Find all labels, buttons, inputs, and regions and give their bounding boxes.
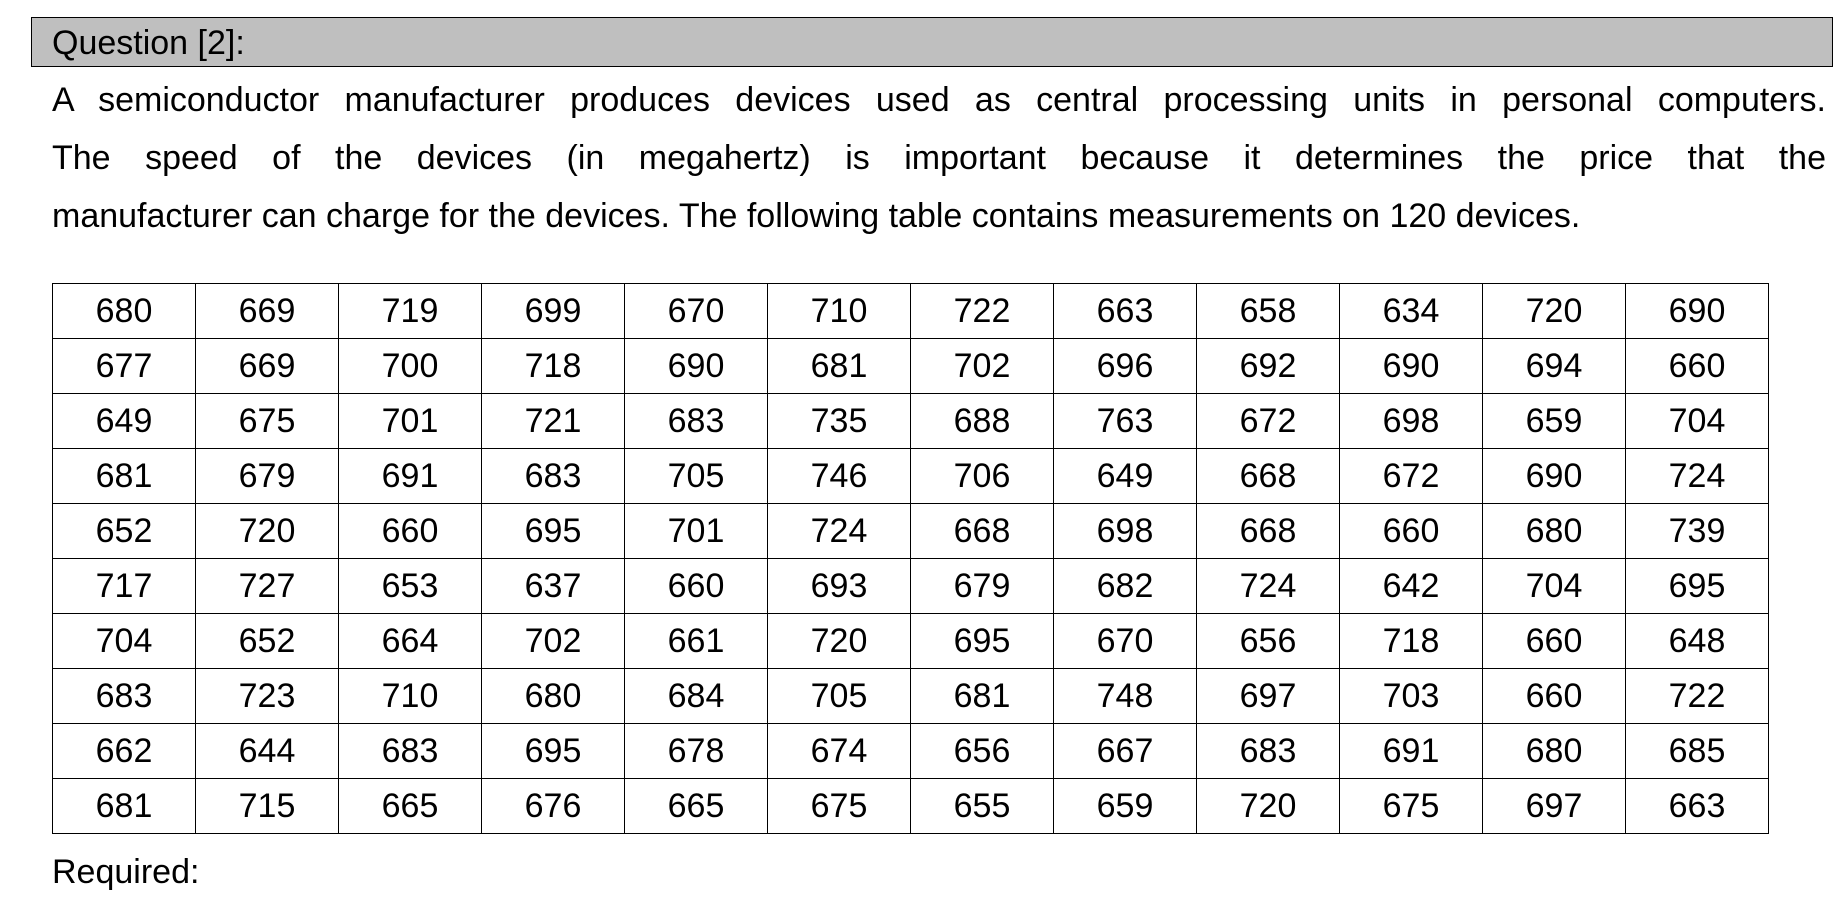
table-cell: 680 <box>482 669 625 724</box>
table-cell: 683 <box>625 394 768 449</box>
table-cell: 697 <box>1483 779 1626 834</box>
table-cell: 683 <box>53 669 196 724</box>
table-cell: 719 <box>339 284 482 339</box>
table-cell: 660 <box>1626 339 1769 394</box>
table-row <box>53 394 1769 449</box>
table-row <box>53 779 1769 834</box>
table-cell: 690 <box>1626 284 1769 339</box>
table-cell: 699 <box>482 284 625 339</box>
table-cell: 693 <box>768 559 911 614</box>
table-cell: 690 <box>625 339 768 394</box>
table-cell: 665 <box>625 779 768 834</box>
table-row <box>53 284 1769 339</box>
table-cell: 724 <box>1197 559 1340 614</box>
table-cell: 680 <box>1483 504 1626 559</box>
table-cell: 717 <box>53 559 196 614</box>
table-cell: 695 <box>482 504 625 559</box>
table-cell: 682 <box>1054 559 1197 614</box>
table-cell: 683 <box>1197 724 1340 779</box>
table-cell: 718 <box>1340 614 1483 669</box>
table-cell: 681 <box>53 779 196 834</box>
question-title: Question [2]: <box>52 24 245 62</box>
table-cell: 660 <box>1483 669 1626 724</box>
table-cell: 649 <box>1054 449 1197 504</box>
table-cell: 720 <box>768 614 911 669</box>
table-cell: 672 <box>1197 394 1340 449</box>
table-cell: 676 <box>482 779 625 834</box>
table-cell: 659 <box>1054 779 1197 834</box>
table-cell: 702 <box>911 339 1054 394</box>
table-cell: 679 <box>911 559 1054 614</box>
table-cell: 684 <box>625 669 768 724</box>
table-cell: 703 <box>1340 669 1483 724</box>
table-cell: 704 <box>53 614 196 669</box>
table-cell: 690 <box>1340 339 1483 394</box>
table-cell: 723 <box>196 669 339 724</box>
table-cell: 675 <box>196 394 339 449</box>
table-row <box>53 614 1769 669</box>
table-cell: 660 <box>1483 614 1626 669</box>
table-cell: 681 <box>53 449 196 504</box>
table-cell: 695 <box>1626 559 1769 614</box>
table-cell: 720 <box>1197 779 1340 834</box>
table-cell: 660 <box>339 504 482 559</box>
table-cell: 696 <box>1054 339 1197 394</box>
table-cell: 672 <box>1340 449 1483 504</box>
table-cell: 660 <box>1340 504 1483 559</box>
table-row <box>53 339 1769 394</box>
table-cell: 661 <box>625 614 768 669</box>
table-cell: 715 <box>196 779 339 834</box>
table-cell: 698 <box>1054 504 1197 559</box>
table-cell: 724 <box>1626 449 1769 504</box>
table-cell: 702 <box>482 614 625 669</box>
table-cell: 680 <box>1483 724 1626 779</box>
table-cell: 681 <box>768 339 911 394</box>
table-cell: 670 <box>1054 614 1197 669</box>
table-cell: 695 <box>911 614 1054 669</box>
table-cell: 722 <box>1626 669 1769 724</box>
paragraph-line: A semiconductor manufacturer produces devices used as central processing units in personal computers. <box>52 81 1826 119</box>
table-cell: 705 <box>625 449 768 504</box>
table-row <box>53 669 1769 724</box>
table-cell: 637 <box>482 559 625 614</box>
table-cell: 674 <box>768 724 911 779</box>
table-row <box>53 504 1769 559</box>
table-cell: 706 <box>911 449 1054 504</box>
table-cell: 690 <box>1483 449 1626 504</box>
table-cell: 685 <box>1626 724 1769 779</box>
table-cell: 720 <box>196 504 339 559</box>
table-cell: 675 <box>1340 779 1483 834</box>
table-cell: 642 <box>1340 559 1483 614</box>
table-cell: 748 <box>1054 669 1197 724</box>
table-cell: 678 <box>625 724 768 779</box>
question-paragraph <box>52 71 1826 245</box>
table-row <box>53 724 1769 779</box>
table-cell: 701 <box>339 394 482 449</box>
table-cell: 668 <box>911 504 1054 559</box>
table-cell: 662 <box>53 724 196 779</box>
table-cell: 668 <box>1197 504 1340 559</box>
table-cell: 691 <box>1340 724 1483 779</box>
table-cell: 691 <box>339 449 482 504</box>
table-cell: 665 <box>339 779 482 834</box>
table-cell: 735 <box>768 394 911 449</box>
table-cell: 683 <box>339 724 482 779</box>
table-cell: 697 <box>1197 669 1340 724</box>
table-cell: 653 <box>339 559 482 614</box>
table-cell: 677 <box>53 339 196 394</box>
table-cell: 763 <box>1054 394 1197 449</box>
table-cell: 694 <box>1483 339 1626 394</box>
table-cell: 688 <box>911 394 1054 449</box>
table-row <box>53 449 1769 504</box>
table-cell: 695 <box>482 724 625 779</box>
table-cell: 705 <box>768 669 911 724</box>
table-cell: 727 <box>196 559 339 614</box>
table-cell: 660 <box>625 559 768 614</box>
table-cell: 722 <box>911 284 1054 339</box>
table-cell: 683 <box>482 449 625 504</box>
required-label: Required: <box>52 853 200 891</box>
table-cell: 644 <box>196 724 339 779</box>
table-cell: 655 <box>911 779 1054 834</box>
table-cell: 718 <box>482 339 625 394</box>
table-cell: 634 <box>1340 284 1483 339</box>
table-cell: 648 <box>1626 614 1769 669</box>
table-cell: 724 <box>768 504 911 559</box>
table-cell: 704 <box>1626 394 1769 449</box>
table-cell: 710 <box>768 284 911 339</box>
table-cell: 667 <box>1054 724 1197 779</box>
table-cell: 675 <box>768 779 911 834</box>
table-cell: 701 <box>625 504 768 559</box>
table-cell: 664 <box>339 614 482 669</box>
table-cell: 658 <box>1197 284 1340 339</box>
table-cell: 652 <box>196 614 339 669</box>
table-cell: 704 <box>1483 559 1626 614</box>
table-cell: 739 <box>1626 504 1769 559</box>
table-cell: 669 <box>196 284 339 339</box>
table-cell: 681 <box>911 669 1054 724</box>
table-cell: 692 <box>1197 339 1340 394</box>
table-cell: 698 <box>1340 394 1483 449</box>
measurements-table <box>52 283 1769 834</box>
table-cell: 680 <box>53 284 196 339</box>
measurements-table-body <box>53 284 1769 834</box>
table-cell: 720 <box>1483 284 1626 339</box>
paragraph-line: The speed of the devices (in megahertz) is important because it determines the price that the <box>52 139 1826 177</box>
table-cell: 679 <box>196 449 339 504</box>
table-cell: 649 <box>53 394 196 449</box>
table-cell: 659 <box>1483 394 1626 449</box>
table-cell: 670 <box>625 284 768 339</box>
table-cell: 669 <box>196 339 339 394</box>
table-cell: 656 <box>1197 614 1340 669</box>
table-cell: 663 <box>1054 284 1197 339</box>
table-cell: 746 <box>768 449 911 504</box>
table-cell: 652 <box>53 504 196 559</box>
table-cell: 668 <box>1197 449 1340 504</box>
table-cell: 663 <box>1626 779 1769 834</box>
question-header <box>31 17 1833 67</box>
table-cell: 710 <box>339 669 482 724</box>
table-cell: 656 <box>911 724 1054 779</box>
table-cell: 700 <box>339 339 482 394</box>
table-row <box>53 559 1769 614</box>
paragraph-line: manufacturer can charge for the devices. The following table contains measurements on 120 devices. <box>52 197 1581 235</box>
table-cell: 721 <box>482 394 625 449</box>
